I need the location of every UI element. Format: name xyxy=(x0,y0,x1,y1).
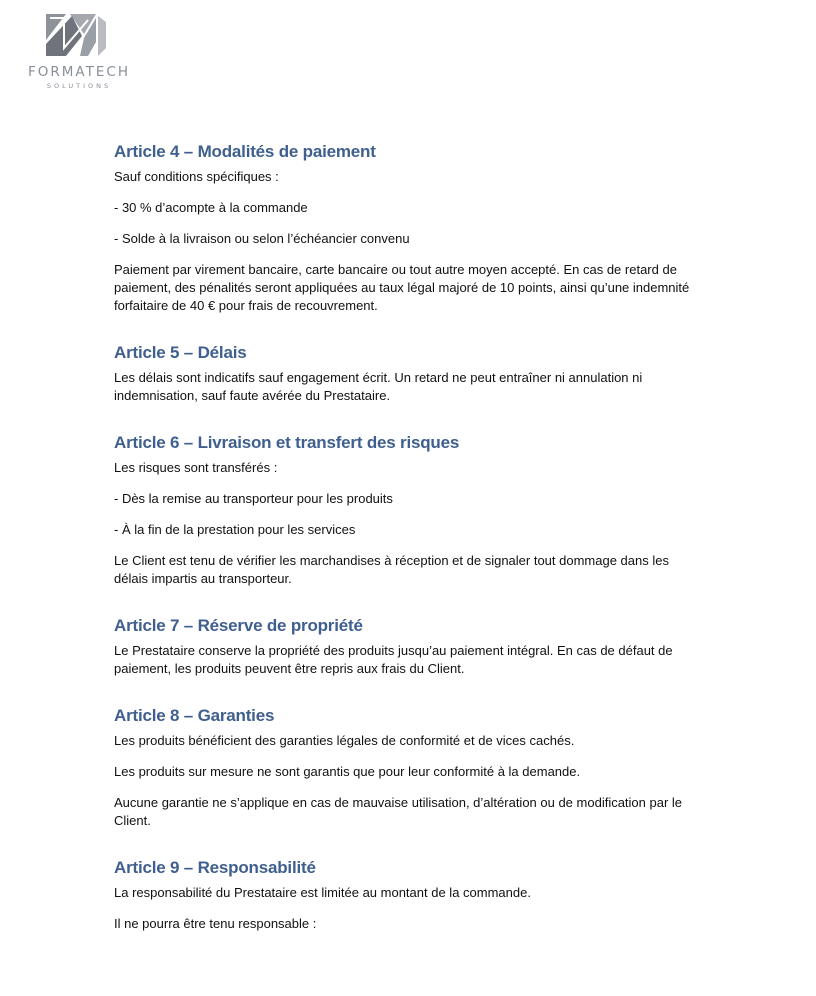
paragraph: Aucune garantie ne s’applique en cas de mauvaise utilisation, d’altération ou de modification par le Client. xyxy=(114,795,683,828)
formatech-logo-icon xyxy=(44,12,108,58)
document-body xyxy=(114,140,704,959)
paragraph: Les délais sont indicatifs sauf engagement écrit. Un retard ne peut entraîner ni annulation ni indemnisation, sauf faute avérée du Prestataire. xyxy=(114,370,643,403)
list-item: - Dès la remise au transporteur pour les produits xyxy=(114,491,393,506)
article-title: Article 4 – Modalités de paiement xyxy=(114,142,376,161)
article-7 xyxy=(114,614,704,678)
article-title: Article 8 – Garanties xyxy=(114,706,275,725)
article-title: Article 7 – Réserve de propriété xyxy=(114,616,363,635)
paragraph: Le Prestataire conserve la propriété des produits jusqu’au paiement intégral. En cas de défaut de paiement, les produits peuvent être repris aux frais du Client. xyxy=(114,643,673,676)
article-5 xyxy=(114,341,704,405)
paragraph: Paiement par virement bancaire, carte bancaire ou tout autre moyen accepté. En cas de retard de paiement, des pénalités seront appliquées au taux légal majoré de 10 points, ainsi qu’une indemnité forfaitaire de 40 € pour frais de recouvrement. xyxy=(114,262,690,313)
article-6 xyxy=(114,431,704,588)
article-title: Article 9 – Responsabilité xyxy=(114,858,316,877)
paragraph: Les produits sur mesure ne sont garantis que pour leur conformité à la demande. xyxy=(114,764,581,779)
article-9 xyxy=(114,856,704,933)
paragraph: Il ne pourra être tenu responsable : xyxy=(114,916,317,931)
paragraph: Le Client est tenu de vérifier les marchandises à réception et de signaler tout dommage dans les délais impartis au transporteur. xyxy=(114,553,669,586)
paragraph: La responsabilité du Prestataire est limitée au montant de la commande. xyxy=(114,885,531,900)
paragraph: Sauf conditions spécifiques : xyxy=(114,169,279,184)
logo-wordmark: FORMATECH xyxy=(28,64,130,80)
article-8 xyxy=(114,704,704,830)
list-item: - Solde à la livraison ou selon l’échéancier convenu xyxy=(114,231,410,246)
article-title: Article 5 – Délais xyxy=(114,343,247,362)
list-item: - À la fin de la prestation pour les services xyxy=(114,522,356,537)
list-item: - 30 % d’acompte à la commande xyxy=(114,200,308,215)
logo-subtitle: SOLUTIONS xyxy=(46,82,112,90)
article-4 xyxy=(114,140,704,315)
paragraph: Les risques sont transférés : xyxy=(114,460,278,475)
paragraph: Les produits bénéficient des garanties légales de conformité et de vices cachés. xyxy=(114,733,575,748)
article-title: Article 6 – Livraison et transfert des risques xyxy=(114,433,460,452)
